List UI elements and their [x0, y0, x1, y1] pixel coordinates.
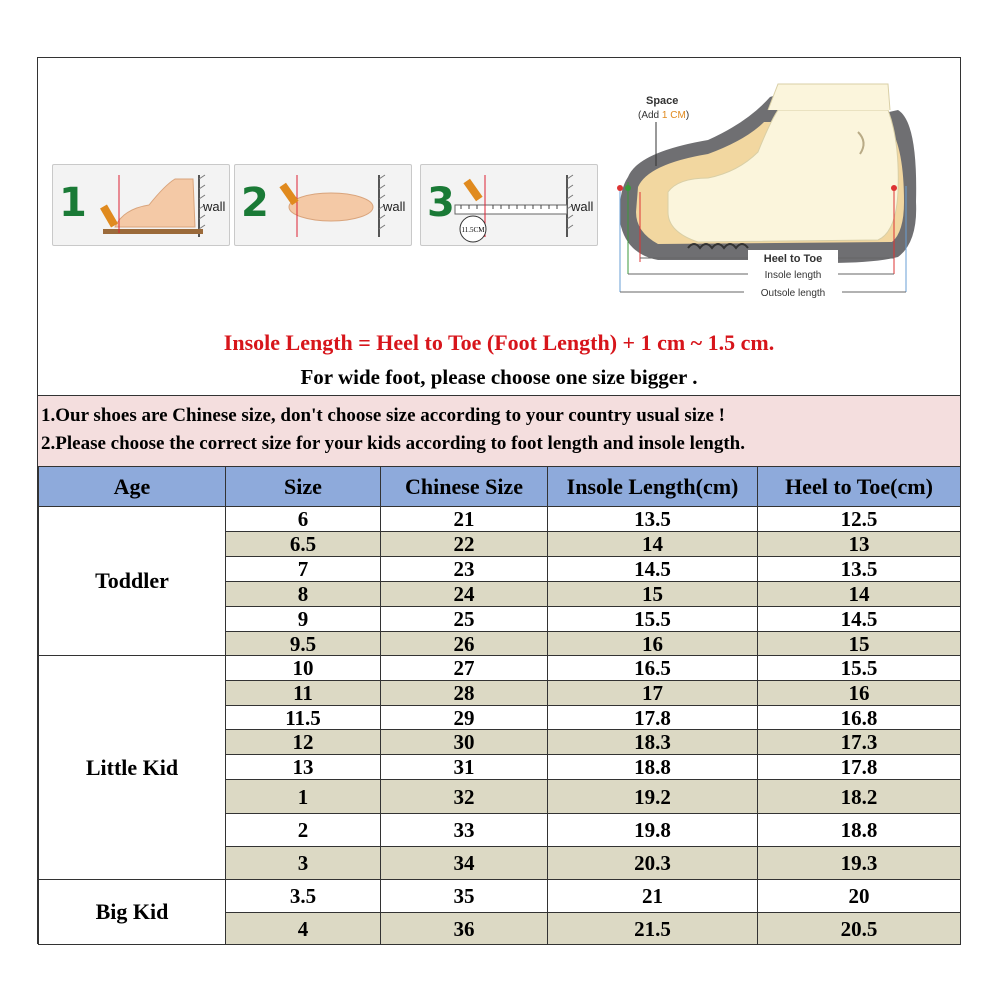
step-1-number: 1	[59, 180, 87, 226]
chinese-size-cell: 31	[381, 755, 548, 780]
size-cell: 12	[226, 730, 381, 755]
chinese-size-cell: 26	[381, 632, 548, 656]
heel-to-toe-cell: 14	[758, 582, 961, 607]
size-cell: 9.5	[226, 632, 381, 656]
size-cell: 3.5	[226, 880, 381, 913]
chinese-size-cell: 28	[381, 681, 548, 706]
size-chart-frame	[37, 57, 961, 944]
age-group-little-kid: Little Kid	[39, 656, 226, 880]
formula-text: Insole Length = Heel to Toe (Foot Length) + 1 cm ~ 1.5 cm.	[223, 330, 775, 355]
insole-length-cell: 16.5	[548, 656, 758, 681]
insole-length-cell: 21	[548, 880, 758, 913]
chinese-size-cell: 27	[381, 656, 548, 681]
heel-to-toe-label: Heel to Toe	[763, 253, 823, 265]
heel-to-toe-cell: 19.3	[758, 847, 961, 880]
measurement-illustration	[38, 58, 960, 395]
heel-to-toe-cell: 15.5	[758, 656, 961, 681]
shoe-diagram	[598, 82, 928, 312]
header-heel-to-toe: Heel to Toe(cm)	[758, 467, 961, 507]
chinese-size-cell: 25	[381, 607, 548, 632]
age-group-toddler: Toddler	[39, 507, 226, 656]
insole-length-cell: 18.3	[548, 730, 758, 755]
size-cell: 11	[226, 681, 381, 706]
size-table	[38, 466, 961, 945]
heel-to-toe-cell: 17.8	[758, 755, 961, 780]
size-cell: 6	[226, 507, 381, 532]
insole-length-cell: 19.8	[548, 814, 758, 847]
table-row	[39, 880, 961, 913]
step-3-wall-label: wall	[571, 199, 594, 214]
size-cell: 11.5	[226, 706, 381, 730]
step-1-panel	[52, 164, 230, 246]
heel-to-toe-cell: 16.8	[758, 706, 961, 730]
size-cell: 3	[226, 847, 381, 880]
heel-to-toe-cell: 12.5	[758, 507, 961, 532]
heel-to-toe-cell: 15	[758, 632, 961, 656]
table-header-row	[39, 467, 961, 507]
chinese-size-cell: 32	[381, 780, 548, 814]
insole-length-cell: 15.5	[548, 607, 758, 632]
insole-length-cell: 16	[548, 632, 758, 656]
size-cell: 10	[226, 656, 381, 681]
heel-to-toe-cell: 14.5	[758, 607, 961, 632]
header-size: Size	[226, 467, 381, 507]
outsole-length-label: Outsole length	[760, 288, 826, 299]
size-cell: 1	[226, 780, 381, 814]
insole-length-cell: 13.5	[548, 507, 758, 532]
chinese-size-cell: 21	[381, 507, 548, 532]
table-row	[39, 656, 961, 681]
note-2: 2.Please choose the correct size for your kids according to foot length and insole length.	[41, 433, 745, 454]
size-cell: 8	[226, 582, 381, 607]
chinese-size-cell: 30	[381, 730, 548, 755]
size-cell: 6.5	[226, 532, 381, 557]
wide-foot-note: For wide foot, please choose one size bigger .	[300, 365, 698, 389]
insole-length-label: Insole length	[764, 270, 822, 281]
insole-length-cell: 15	[548, 582, 758, 607]
chinese-size-cell: 35	[381, 880, 548, 913]
size-cell: 13	[226, 755, 381, 780]
insole-length-cell: 20.3	[548, 847, 758, 880]
notes-panel	[38, 395, 960, 467]
age-group-big-kid: Big Kid	[39, 880, 226, 945]
heel-to-toe-cell: 20	[758, 880, 961, 913]
space-add-label: (Add 1 CM)	[638, 110, 690, 121]
insole-length-cell: 14	[548, 532, 758, 557]
size-cell: 9	[226, 607, 381, 632]
step-3-number: 3	[427, 180, 455, 226]
header-insole-length: Insole Length(cm)	[548, 467, 758, 507]
heel-to-toe-cell: 20.5	[758, 913, 961, 945]
space-label: Space	[646, 95, 679, 107]
chinese-size-cell: 33	[381, 814, 548, 847]
insole-length-cell: 18.8	[548, 755, 758, 780]
insole-length-cell: 21.5	[548, 913, 758, 945]
chinese-size-cell: 36	[381, 913, 548, 945]
insole-length-cell: 17.8	[548, 706, 758, 730]
header-age: Age	[39, 467, 226, 507]
step-2-panel	[234, 164, 412, 246]
table-row	[39, 507, 961, 532]
size-cell: 4	[226, 913, 381, 945]
heel-to-toe-cell: 17.3	[758, 730, 961, 755]
heel-to-toe-cell: 16	[758, 681, 961, 706]
chinese-size-cell: 34	[381, 847, 548, 880]
insole-length-cell: 14.5	[548, 557, 758, 582]
heel-to-toe-cell: 18.8	[758, 814, 961, 847]
step-1-wall-label: wall	[203, 199, 226, 214]
step-3-panel	[420, 164, 598, 246]
chinese-size-cell: 22	[381, 532, 548, 557]
heel-to-toe-cell: 13.5	[758, 557, 961, 582]
size-cell: 7	[226, 557, 381, 582]
chinese-size-cell: 24	[381, 582, 548, 607]
note-1: 1.Our shoes are Chinese size, don't choose size according to your country usual size !	[41, 405, 725, 426]
heel-to-toe-cell: 18.2	[758, 780, 961, 814]
chinese-size-cell: 29	[381, 706, 548, 730]
header-chinese-size: Chinese Size	[381, 467, 548, 507]
insole-length-cell: 19.2	[548, 780, 758, 814]
size-cell: 2	[226, 814, 381, 847]
step-2-number: 2	[241, 180, 269, 226]
step-2-wall-label: wall	[383, 199, 406, 214]
ruler-badge: 11.5CM	[461, 226, 485, 234]
insole-length-cell: 17	[548, 681, 758, 706]
chinese-size-cell: 23	[381, 557, 548, 582]
heel-to-toe-cell: 13	[758, 532, 961, 557]
